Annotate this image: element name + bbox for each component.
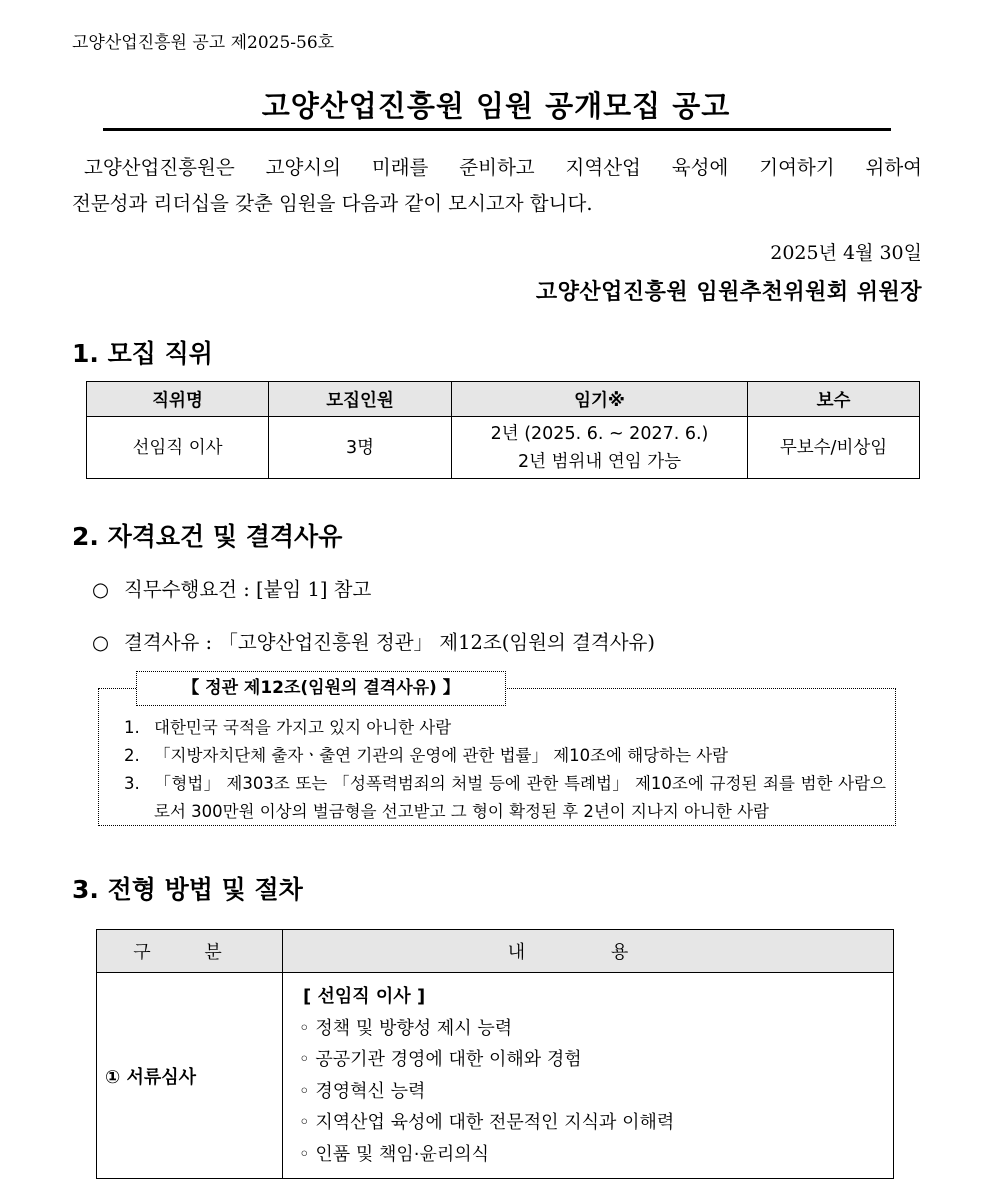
table-row — [97, 973, 894, 1179]
header-content: 내 용 — [283, 930, 894, 973]
content-item: ◦ 공공기관 경영에 대한 이해와 경험 — [299, 1049, 582, 1070]
content-title: [ 선임직 이사 ] — [303, 986, 426, 1007]
content-item: ◦ 인품 및 책임·윤리의식 — [299, 1143, 489, 1165]
cell-category: ① 서류심사 — [97, 973, 283, 1179]
list-text: 대한민국 국적을 가지고 있지 아니한 사람 — [154, 718, 452, 737]
selection-process-table — [96, 929, 894, 1179]
cell-count: 3명 — [269, 417, 452, 479]
content-item: ◦ 지역산업 육성에 대한 전문적인 지식과 이해력 — [299, 1112, 675, 1133]
positions-table — [86, 381, 920, 479]
header-term: 임기※ — [452, 382, 748, 417]
notice-number: 고양산업진흥원 공고 제2025-56호 — [72, 33, 335, 53]
section-3-heading: 3. 전형 방법 및 절차 — [72, 875, 303, 904]
title-underline — [103, 128, 891, 131]
list-item — [124, 742, 886, 770]
list-item — [124, 714, 886, 742]
cell-position: 선임직 이사 — [87, 417, 269, 479]
section-1-heading: 1. 모집 직위 — [72, 339, 213, 368]
notice-date: 2025년 4월 30일 — [770, 242, 922, 264]
circle-bullet-icon: ○ — [92, 631, 110, 654]
intro-paragraph — [72, 150, 922, 222]
signer: 고양산업진흥원 임원추천위원회 위원장 — [535, 280, 922, 305]
requirement-item — [92, 574, 371, 602]
term-line-2: 2년 범위내 연임 가능 — [517, 451, 682, 472]
content-item: ◦ 정책 및 방향성 제시 능력 — [299, 1017, 513, 1039]
process-table-header — [97, 930, 894, 973]
list-number: 2. — [124, 746, 140, 765]
list-number: 3. — [124, 774, 140, 793]
cell-pay: 무보수/비상임 — [748, 417, 920, 479]
cell-content — [283, 973, 894, 1179]
header-category: 구 분 — [97, 930, 283, 973]
list-number: 1. — [124, 718, 140, 737]
header-count: 모집인원 — [269, 382, 452, 417]
intro-line-2: 전문성과 리더십을 갖춘 임원을 다음과 같이 모시고자 합니다. — [72, 192, 593, 215]
circle-bullet-icon: ○ — [92, 578, 110, 601]
document-title: 고양산업진흥원 임원 공개모집 공고 — [261, 89, 731, 123]
articles-list — [124, 714, 886, 826]
list-text: 「지방자치단체 출자ㆍ출연 기관의 운영에 관한 법률」 제10조에 해당하는 사람 — [154, 746, 729, 765]
term-line-1: 2년 (2025. 6. ~ 2027. 6.) — [490, 423, 709, 444]
requirement-text: 직무수행요건 : [붙임 1] 참고 — [124, 578, 372, 601]
disqualification-text: 결격사유 : 「고양산업진흥원 정관」 제12조(임원의 결격사유) — [124, 631, 656, 654]
intro-line-1: 고양산업진흥원은 고양시의 미래를 준비하고 지역산업 육성에 기여하기 위하여 — [84, 156, 922, 179]
header-pay: 보수 — [748, 382, 920, 417]
table-row — [87, 417, 920, 479]
list-item — [124, 770, 886, 826]
section-2-heading: 2. 자격요건 및 결격사유 — [72, 522, 343, 551]
positions-table-header — [87, 382, 920, 417]
disqualification-item — [92, 627, 655, 655]
content-item: ◦ 경영혁신 능력 — [299, 1080, 426, 1102]
articles-box-title: 【 정관 제12조(임원의 결격사유) 】 — [136, 671, 506, 706]
list-text: 「형법」 제303조 또는 「성폭력범죄의 처벌 등에 관한 특례법」 제10조에 규정된 죄를 범한 사람으로서 300만원 이상의 벌금형을 선고받고 그 형이 확정된 후 2년이 지나지 아니한 사람 — [154, 774, 886, 821]
header-position: 직위명 — [87, 382, 269, 417]
cell-term — [452, 417, 748, 479]
